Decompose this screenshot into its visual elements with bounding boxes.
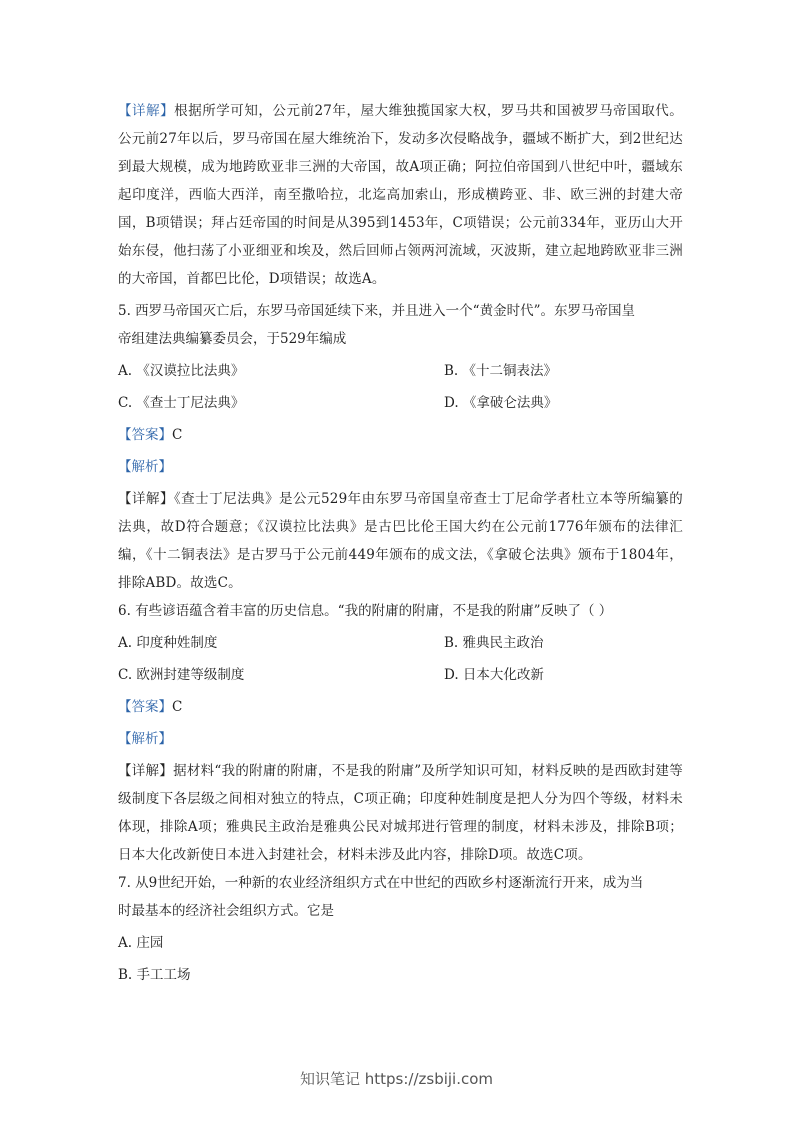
q6-option-c: C. 欧洲封建等级制度 (118, 667, 245, 683)
q6-detail-tag: 【详解】 (118, 763, 174, 779)
analysis-tag: 【解析】 (118, 459, 172, 475)
q6-detail (118, 757, 683, 869)
q6-answer-value: C (172, 699, 183, 715)
q5-stem-line1: 5. 西罗马帝国灭亡后，东罗马帝国延续下来，并且进入一个“黄金时代”。东罗马帝国皇 (118, 303, 635, 319)
answer-tag: 【答案】 (118, 427, 172, 443)
q5-option-b: B. 《十二铜表法》 (444, 363, 558, 379)
q7-option-a: A. 庄园 (118, 935, 164, 951)
q5-answer-value: C (172, 427, 183, 443)
q5-analysis (118, 453, 683, 481)
answer-tag: 【答案】 (118, 699, 172, 715)
q6-analysis (118, 725, 683, 753)
q6-option-d: D. 日本大化改新 (444, 667, 544, 683)
q7-option-b: B. 手工工场 (118, 967, 191, 983)
footer-watermark: 知识笔记 https://zsbiji.com (299, 1070, 494, 1088)
q5-detail (118, 485, 683, 597)
q4-detail (118, 97, 683, 293)
q5-option-a: A. 《汉谟拉比法典》 (118, 363, 245, 379)
detail-tag: 【详解】 (118, 103, 175, 119)
q6-answer (118, 693, 683, 721)
q5-options-row1 (118, 357, 683, 385)
analysis-tag: 【解析】 (118, 731, 172, 747)
q6-options-row1 (118, 629, 683, 657)
document-page (118, 97, 683, 989)
q6-option-b: B. 雅典民主政治 (444, 635, 544, 651)
q6-detail-text: 据材料“我的附庸的附庸，不是我的附庸”及所学知识可知，材料反映的是西欧封建等级制度下各层级之间相对独立的特点，C项正确；印度种姓制度是把人分为四个等级，材料未体现，排除A项；雅典民主政治是雅典公民对城邦进行管理的制度，材料未涉及，排除B项；日本大化改新使日本进入封建社会，材料未涉及此内容，排除D项。故选C项。 (118, 763, 683, 863)
q7-stem-line2: 时最基本的经济社会组织方式。它是 (118, 903, 334, 919)
q5-detail-text: 《查士丁尼法典》是公元529年由东罗马帝国皇帝查士丁尼命学者杜立本等所编纂的法典，故D符合题意；《汉谟拉比法典》是古巴比伦王国大约在公元前1776年颁布的法律汇编，《十二铜表法》是古罗马于公元前449年颁布的成文法，《拿破仑法典》颁布于1804年，排除ABD。故选C。 (118, 491, 683, 591)
q6-options-row2 (118, 661, 683, 689)
q5-detail-tag: 【详解】 (118, 491, 174, 507)
q5-answer (118, 421, 683, 449)
q6-option-a: A. 印度种姓制度 (118, 635, 218, 651)
q5-stem-line2: 帝组建法典编纂委员会，于529年编成 (118, 331, 347, 347)
q5-option-c: C. 《查士丁尼法典》 (118, 395, 245, 411)
q6-stem: 6. 有些谚语蕴含着丰富的历史信息。“我的附庸的附庸，不是我的附庸”反映了（ ） (118, 603, 613, 619)
q5-option-d: D. 《拿破仑法典》 (444, 395, 558, 411)
q7-stem-line1: 7. 从9世纪开始，一种新的农业经济组织方式在中世纪的西欧乡村逐渐流行开来，成为当 (118, 875, 644, 891)
q4-detail-text: 根据所学可知，公元前27年，屋大维独揽国家大权，罗马共和国被罗马帝国取代。公元前27年以后，罗马帝国在屋大维统治下，发动多次侵略战争，疆域不断扩大，到2世纪达到最大规模，成为地跨欧亚非三洲的大帝国，故A项正确；阿拉伯帝国到八世纪中叶，疆域东起印度洋，西临大西洋，南至撒哈拉，北迄高加索山，形成横跨亚、非、欧三洲的封建大帝国，B项错误；拜占廷帝国的时间是从395到1453年，C项错误；公元前334年，亚历山大开始东侵，他扫荡了小亚细亚和埃及，然后回师占领两河流域，灭波斯，建立起地跨欧亚非三洲的大帝国，首都巴比伦，D项错误；故选A。 (118, 103, 683, 287)
q5-options-row2 (118, 389, 683, 417)
